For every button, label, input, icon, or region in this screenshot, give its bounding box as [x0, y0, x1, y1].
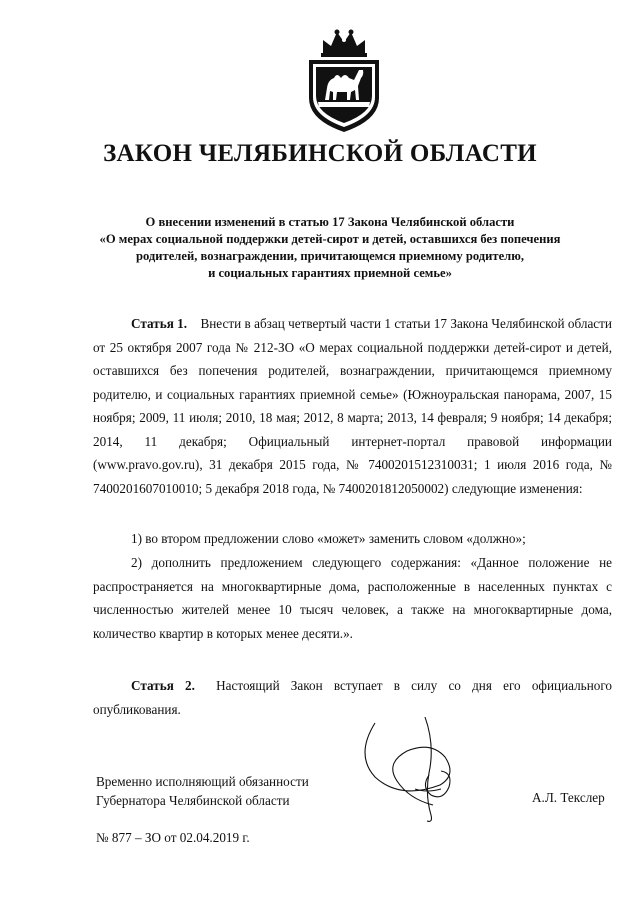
article-1-label: Статья 1.: [131, 316, 188, 331]
subject-line: родителей, вознаграждении, причитающемся приемному родителю,: [135, 249, 525, 263]
chelyabinsk-coat-of-arms-icon: [301, 28, 387, 134]
article-1-item-1: 1) во втором предложении слово «может» заменить словом «должно»;: [131, 531, 526, 546]
article-1-text: Внести в абзац четвертый части 1 статьи 17 Закона Челябинской области от 25 октября 2007 года № 212-ЗО «О мерах социальной поддержки детей-сирот и детей, оставшихся без попечения родителей, вознаграждении, причитающемся приемному родителю, и социальных гарантиях приемной семье» (Южноуральская панорама, 2007, 15 ноября; 2009, 11 июля; 2010, 18 мая; 2012, 8 марта; 2013, 14 февраля; 9 ноября; 14 декабря; 2014, 11 декабря; Официальный интернет-портал правовой информации (www.pravo.gov.ru), 31 декабря 2015 года, № 7400201512310031; 1 июля 2016 года, № 7400201607010010; 5 декабря 2018 года, № 7400201812050002) следующие изменения:: [93, 316, 612, 496]
handwritten-signature: [345, 715, 465, 825]
subject-line: «О мерах социальной поддержки детей-сирот и детей, оставшихся без попечения: [99, 232, 561, 246]
article-2: [93, 674, 612, 721]
signatory-name: А.Л. Текслер: [532, 790, 605, 805]
article-2-text: Настоящий Закон вступает в силу со дня его официального опубликования.: [93, 678, 613, 717]
article-1: [93, 312, 612, 500]
signatory-role: [96, 772, 356, 810]
signature-icon: [345, 715, 465, 825]
coat-of-arms-emblem: [301, 28, 387, 134]
law-number-date: № 877 – ЗО от 02.04.2019 г.: [96, 830, 250, 845]
article-2-label: Статья 2.: [131, 678, 195, 693]
law-title: ЗАКОН ЧЕЛЯБИНСКОЙ ОБЛАСТИ: [103, 140, 537, 167]
subject-line: О внесении изменений в статью 17 Закона Челябинской области: [145, 215, 515, 229]
subject-line: и социальных гарантиях приемной семье»: [208, 266, 452, 280]
signatory-role-line: Временно исполняющий обязанности: [96, 774, 309, 789]
law-subject: [60, 214, 600, 282]
signatory-role-line: Губернатора Челябинской области: [96, 793, 290, 808]
article-1-item-2: 2) дополнить предложением следующего содержания: «Данное положение не распространяется на многоквартирные дома, расположенные в населенных пунктах с численностью жителей менее 10 тысяч человек, а также на многоквартирные дома, количество квартир в которых менее десяти.».: [93, 555, 612, 641]
